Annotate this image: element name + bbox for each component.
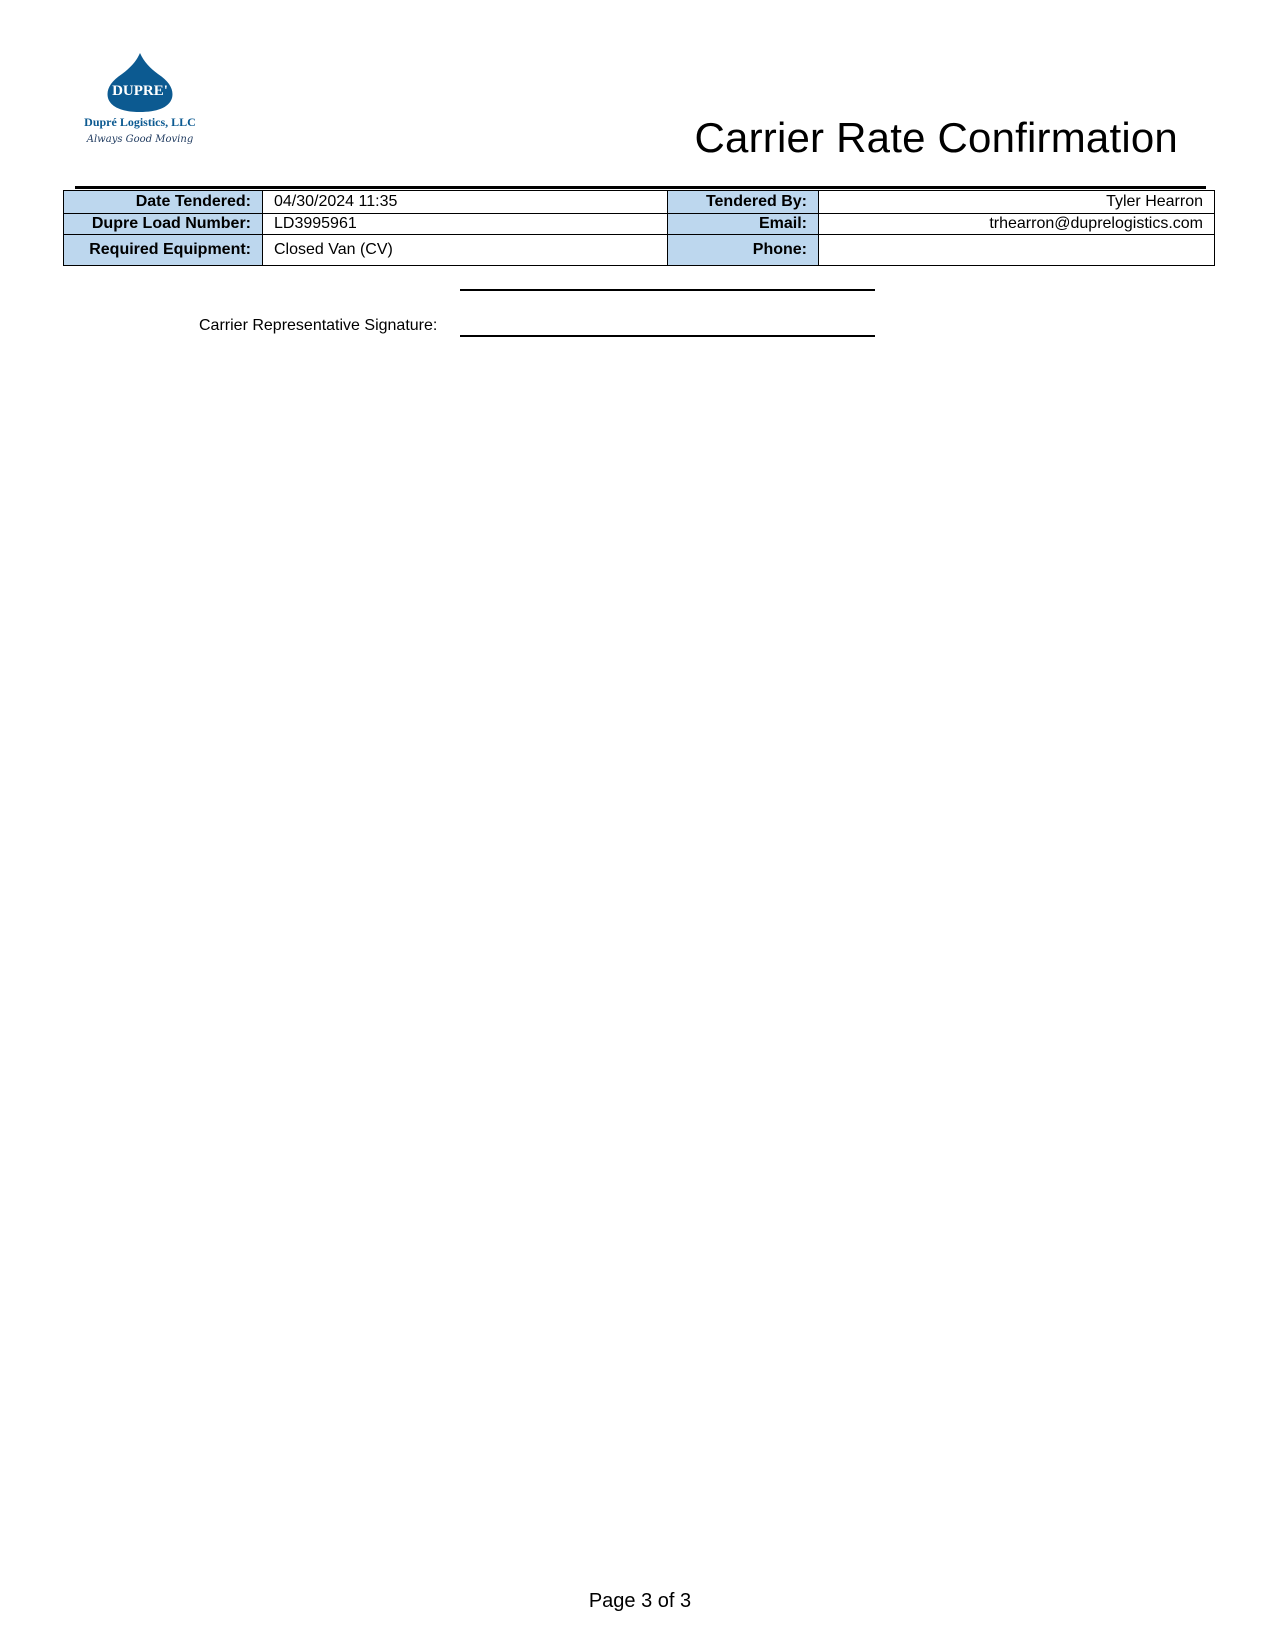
page-number: Page 3 of 3 [588,1590,692,1612]
tendered-by-label: Tendered By: [668,191,819,214]
signature-line[interactable] [460,335,875,337]
load-number-label: Dupre Load Number: [64,214,263,235]
document-title: Carrier Rate Confirmation [694,114,1178,161]
title-divider [75,186,1206,189]
table-row [64,214,1215,235]
tendered-by-value: Tyler Hearron [819,191,1215,214]
signature-top-line [460,289,875,291]
svg-text:Dupré Logistics, LLC: Dupré Logistics, LLC [84,115,196,129]
table-row [64,235,1215,266]
date-tendered-label: Date Tendered: [64,191,263,214]
svg-text:DUPRE': DUPRE' [112,83,168,99]
load-number-value: LD3995961 [263,214,668,235]
company-logo [78,50,206,148]
signature-label: Carrier Representative Signature: [199,317,438,334]
required-equipment-value: Closed Van (CV) [263,235,668,266]
date-tendered-value: 04/30/2024 11:35 [263,191,668,214]
table-row [64,191,1215,214]
tender-info-table [63,190,1215,266]
email-value: trhearron@duprelogistics.com [819,214,1215,235]
required-equipment-label: Required Equipment: [64,235,263,266]
email-label: Email: [668,214,819,235]
svg-text:Always Good Moving: Always Good Moving [86,134,194,145]
phone-value [819,235,1215,266]
phone-label: Phone: [668,235,819,266]
